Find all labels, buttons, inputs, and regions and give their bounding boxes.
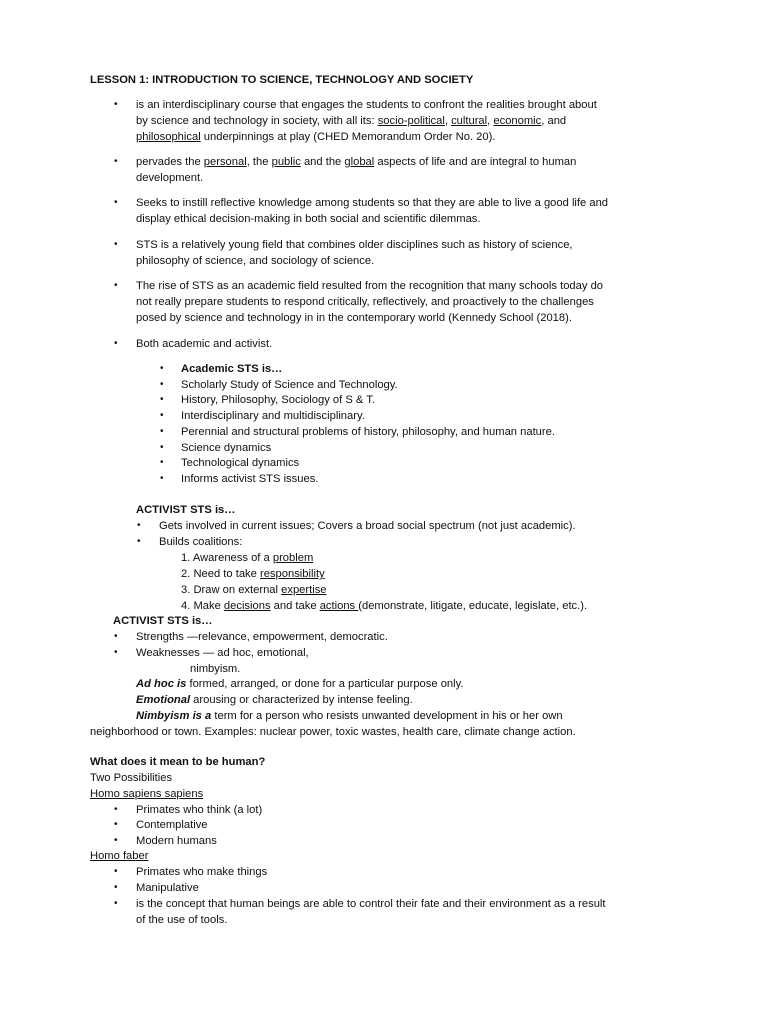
definition: [136, 709, 563, 723]
term: global: [344, 156, 375, 168]
numbered-item: [181, 567, 325, 581]
defined-term: Nimbyism is a: [136, 710, 212, 722]
term-heading: Homo sapiens sapiens: [90, 788, 204, 800]
defined-term: Ad hoc is: [136, 678, 187, 690]
bullet-icon: •: [160, 410, 164, 421]
paragraph-line: [136, 130, 495, 144]
paragraph-line: Both academic and activist.: [136, 338, 273, 350]
term-heading: Homo faber: [90, 850, 149, 862]
bullet-icon: •: [114, 239, 118, 250]
paragraph-line: [136, 155, 576, 169]
numbered-item: [181, 599, 587, 613]
bullet-icon: •: [160, 426, 164, 437]
text: 3. Draw on external: [181, 584, 282, 596]
bullet-icon: •: [137, 536, 141, 547]
term: personal: [203, 156, 247, 168]
list-item: Interdisciplinary and multidisciplinary.: [181, 410, 365, 422]
bullet-icon: •: [114, 835, 118, 846]
bullet-icon: •: [114, 338, 118, 349]
paragraph-line: not really prepare students to respond critically, reflectively, and proactively to the challenges: [136, 296, 594, 308]
definition: neighborhood or town. Examples: nuclear power, toxic wastes, health care, climate change action.: [90, 726, 576, 738]
paragraph-line: The rise of STS as an academic field resulted from the recognition that many schools today do: [136, 280, 604, 292]
paragraph-line: is an interdisciplinary course that engages the students to confront the realities brought about: [136, 99, 597, 111]
list-item: Weaknesses — ad hoc, emotional,: [136, 647, 309, 659]
list-item: Technological dynamics: [181, 457, 300, 469]
bullet-icon: •: [114, 882, 118, 893]
paragraph-line: display ethical decision-making in both social and scientific dilemmas.: [136, 213, 481, 225]
text: underpinnings at play (CHED Memorandum Order No. 20).: [200, 131, 496, 143]
text: and take: [270, 600, 320, 612]
list-item: of the use of tools.: [136, 914, 228, 926]
list-item: nimbyism.: [190, 663, 241, 675]
text: 1. Awareness of a: [181, 552, 273, 564]
section-heading: What does it mean to be human?: [90, 756, 266, 768]
text: (demonstrate, litigate, educate, legislate, etc.).: [358, 600, 588, 612]
bullet-icon: •: [114, 156, 118, 167]
paragraph-line: posed by science and technology in in the contemporary world (Kennedy School (2018).: [136, 312, 572, 324]
page-title: LESSON 1: INTRODUCTION TO SCIENCE, TECHNOLOGY AND SOCIETY: [90, 74, 474, 86]
list-item: Manipulative: [136, 882, 199, 894]
term: philosophical: [136, 131, 201, 143]
bullet-icon: •: [160, 473, 164, 484]
paragraph-line: STS is a relatively young field that combines older disciplines such as history of science,: [136, 239, 573, 251]
definition: [136, 693, 413, 707]
bullet-icon: •: [114, 898, 118, 909]
text: ,: [487, 115, 494, 127]
bullet-icon: •: [114, 819, 118, 830]
text: aspects of life and are integral to human: [374, 156, 577, 168]
text: by science and technology in society, with all its:: [136, 115, 378, 127]
paragraph-line: development.: [136, 172, 204, 184]
list-item: Modern humans: [136, 835, 217, 847]
text: term for a person who resists unwanted development in his or her own: [211, 710, 563, 722]
bullet-icon: •: [160, 379, 164, 390]
term: socio-political: [377, 115, 445, 127]
list-item: Scholarly Study of Science and Technology.: [181, 379, 398, 391]
bullet-icon: •: [114, 197, 118, 208]
bullet-icon: •: [114, 866, 118, 877]
numbered-item: [181, 583, 327, 597]
paragraph-line: philosophy of science, and sociology of science.: [136, 255, 375, 267]
list-item: History, Philosophy, Sociology of S & T.: [181, 394, 376, 406]
list-item: Informs activist STS issues.: [181, 473, 319, 485]
section-heading: ACTIVIST STS is…: [113, 615, 213, 627]
term: problem: [272, 552, 314, 564]
list-item: Contemplative: [136, 819, 208, 831]
list-item: Gets involved in current issues; Covers a broad social spectrum (not just academic).: [159, 520, 576, 532]
bullet-icon: •: [114, 280, 118, 291]
bullet-icon: •: [160, 394, 164, 405]
text: and the: [300, 156, 345, 168]
subheading: Two Possibilities: [90, 772, 173, 784]
text: , the: [246, 156, 272, 168]
defined-term: Emotional: [136, 694, 191, 706]
bullet-icon: •: [160, 457, 164, 468]
term: expertise: [281, 584, 327, 596]
text: pervades the: [136, 156, 204, 168]
numbered-item: [181, 551, 313, 565]
text: 2. Need to take: [181, 568, 260, 580]
text: ,: [444, 115, 452, 127]
bullet-icon: •: [114, 99, 118, 110]
paragraph-line: [136, 114, 566, 128]
list-item: Primates who make things: [136, 866, 268, 878]
bullet-icon: •: [114, 647, 118, 658]
text: arousing or characterized by intense feeling.: [190, 694, 413, 706]
bullet-icon: •: [114, 631, 118, 642]
term: responsibility: [260, 568, 325, 580]
definition: [136, 677, 464, 691]
list-item: is the concept that human beings are able to control their fate and their environment as a result: [136, 898, 606, 910]
text: 4. Make: [181, 600, 224, 612]
text: formed, arranged, or done for a particular purpose only.: [186, 678, 464, 690]
bullet-icon: •: [114, 804, 118, 815]
list-item: Builds coalitions:: [159, 536, 243, 548]
text: , and: [541, 115, 567, 127]
bullet-icon: •: [160, 442, 164, 453]
term: decisions: [223, 600, 271, 612]
term: actions: [319, 600, 359, 612]
term: cultural: [451, 115, 488, 127]
bullet-icon: •: [137, 520, 141, 531]
list-item: Science dynamics: [181, 442, 272, 454]
list-item: Academic STS is…: [181, 363, 283, 375]
term: economic: [493, 115, 542, 127]
paragraph-line: Seeks to instill reflective knowledge among students so that they are able to live a good life and: [136, 197, 609, 209]
bullet-icon: •: [160, 363, 164, 374]
list-item: Primates who think (a lot): [136, 804, 263, 816]
list-item: Perennial and structural problems of history, philosophy, and human nature.: [181, 426, 555, 438]
list-item: Strengths —relevance, empowerment, democratic.: [136, 631, 388, 643]
section-heading: ACTIVIST STS is…: [136, 504, 236, 516]
term: public: [271, 156, 301, 168]
